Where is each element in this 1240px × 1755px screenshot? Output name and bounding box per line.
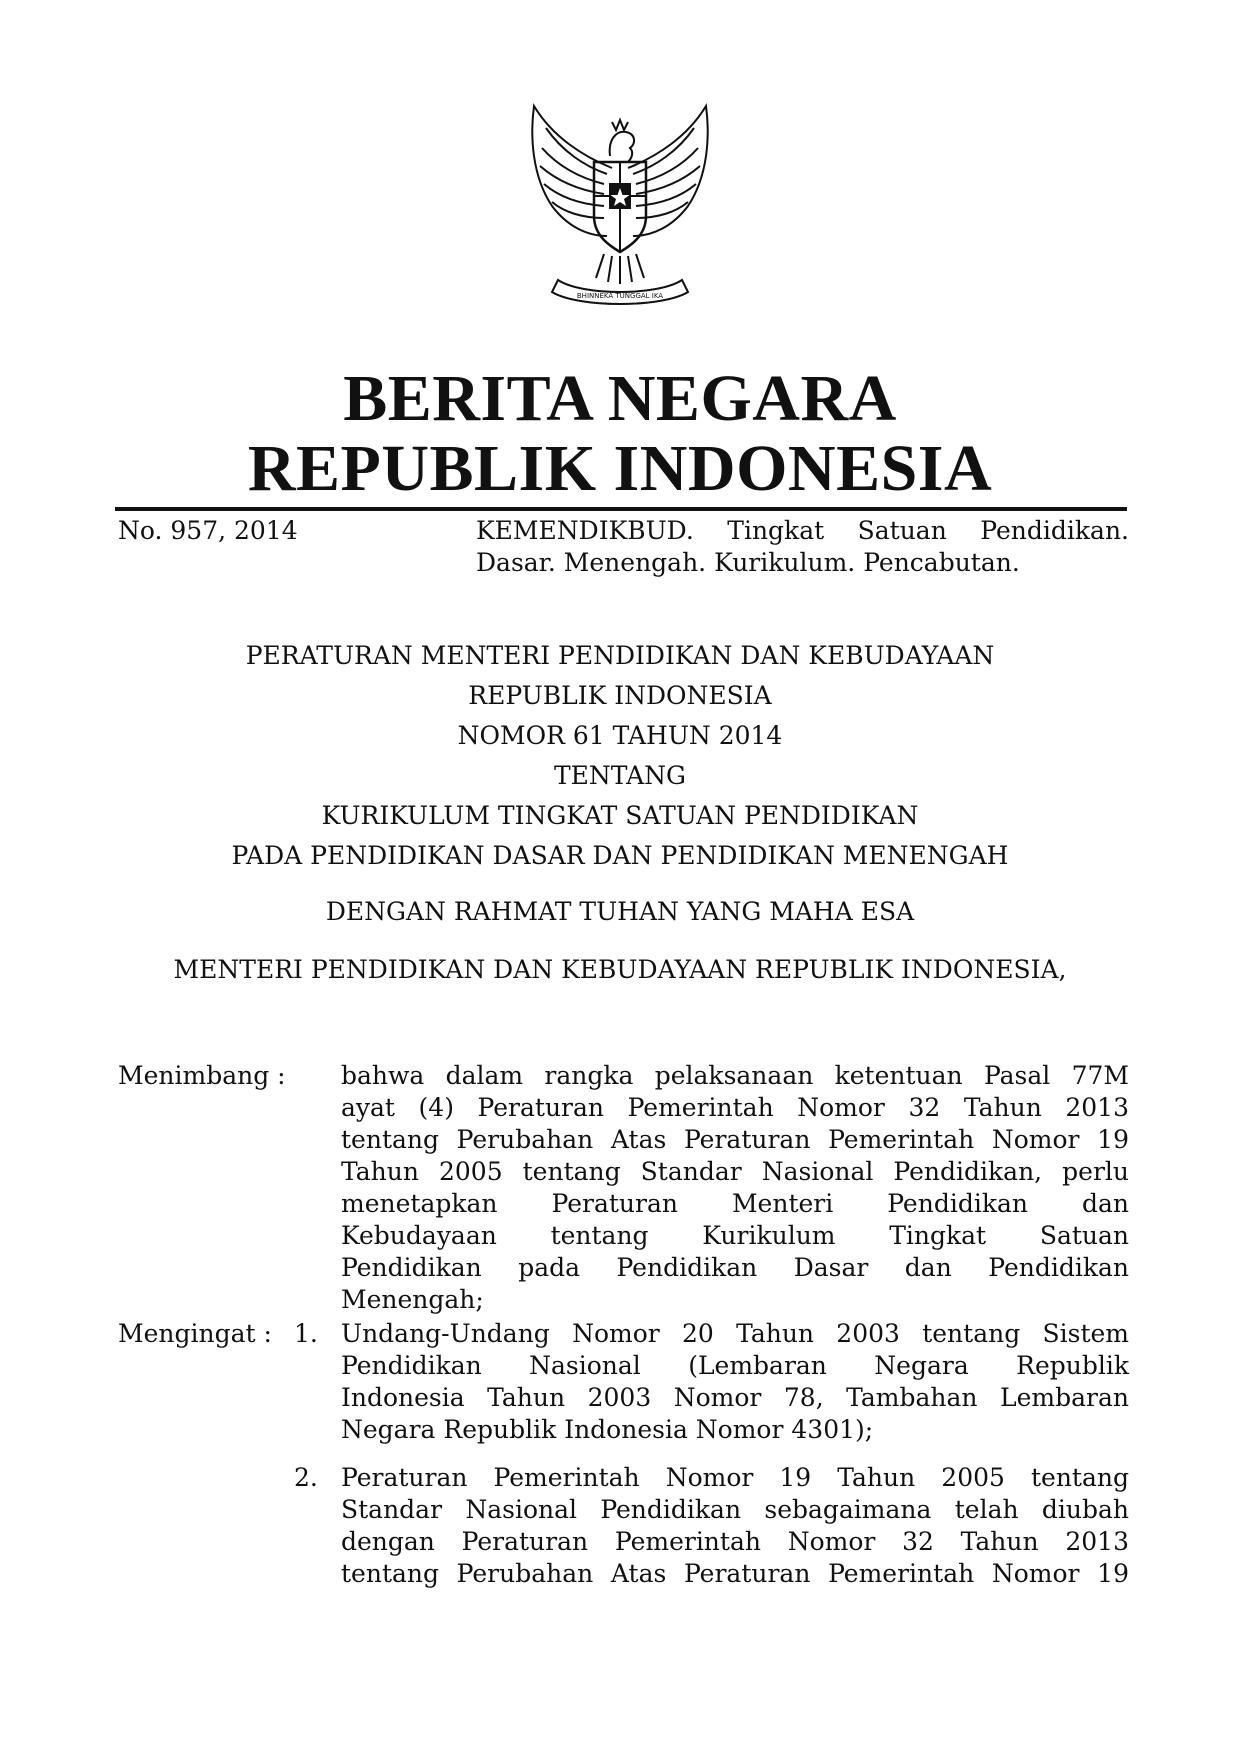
regulation-heading	[0, 636, 1240, 876]
gazette-description-line: Dasar. Menengah. Kurikulum. Pencabutan.	[476, 548, 1020, 577]
heading-line: KURIKULUM TINGKAT SATUAN PENDIDIKAN	[321, 801, 919, 830]
paragraph-line: Tahun 2005 tentang Standar Nasional Pendidikan, perlu	[341, 1157, 1129, 1186]
heading-line: NOMOR 61 TAHUN 2014	[457, 721, 783, 750]
paragraph-line: Negara Republik Indonesia Nomor 4301);	[341, 1415, 874, 1444]
emblem-motto: BHINNEKA TUNGGAL IKA	[576, 292, 664, 300]
paragraph-line: dengan Peraturan Pemerintah Nomor 32 Tahun 2013	[341, 1527, 1129, 1556]
gazette-number: No. 957, 2014	[118, 516, 298, 545]
paragraph-line: Pendidikan pada Pendidikan Dasar dan Pendidikan	[341, 1253, 1129, 1282]
mengingat-item-2	[341, 1462, 1129, 1590]
garuda-emblem-icon	[512, 96, 728, 312]
paragraph-line: tentang Perubahan Atas Peraturan Pemerintah Nomor 19	[341, 1559, 1129, 1588]
paragraph-line: bahwa dalam rangka pelaksanaan ketentuan Pasal 77M	[341, 1061, 1129, 1090]
masthead-subtitle: REPUBLIK INDONESIA	[247, 432, 993, 505]
heading-line: REPUBLIK INDONESIA	[468, 681, 772, 710]
paragraph-line: Menengah;	[341, 1285, 484, 1314]
invocation: DENGAN RAHMAT TUHAN YANG MAHA ESA	[325, 897, 915, 926]
masthead-divider	[115, 507, 1127, 511]
paragraph-line: Pendidikan Nasional (Lembaran Negara Republik	[341, 1351, 1129, 1380]
paragraph-line: tentang Perubahan Atas Peraturan Pemerintah Nomor 19	[341, 1125, 1129, 1154]
paragraph-line: menetapkan Peraturan Menteri Pendidikan dan	[341, 1189, 1129, 1218]
mengingat-label: Mengingat :	[118, 1319, 272, 1348]
heading-line: TENTANG	[553, 761, 686, 790]
gazette-description-line: KEMENDIKBUD. Tingkat Satuan Pendidikan.	[476, 516, 1129, 545]
item-number: 1.	[294, 1319, 318, 1348]
masthead-title: BERITA NEGARA	[343, 362, 897, 435]
menimbang-label: Menimbang :	[118, 1061, 286, 1090]
gazette-description	[476, 515, 1129, 579]
paragraph-line: Undang-Undang Nomor 20 Tahun 2003 tentang Sistem	[341, 1319, 1129, 1348]
paragraph-line: Kebudayaan tentang Kurikulum Tingkat Satuan	[341, 1221, 1129, 1250]
paragraph-line: Peraturan Pemerintah Nomor 19 Tahun 2005 tentang	[341, 1463, 1129, 1492]
item-number: 2.	[294, 1463, 318, 1492]
minister-title: MENTERI PENDIDIKAN DAN KEBUDAYAAN REPUBLIK INDONESIA,	[173, 955, 1067, 984]
mengingat-item-1	[341, 1318, 1129, 1446]
paragraph-line: ayat (4) Peraturan Pemerintah Nomor 32 Tahun 2013	[341, 1093, 1129, 1122]
paragraph-line: Indonesia Tahun 2003 Nomor 78, Tambahan Lembaran	[341, 1383, 1129, 1412]
heading-line: PERATURAN MENTERI PENDIDIKAN DAN KEBUDAYAAN	[245, 641, 995, 670]
menimbang-paragraph	[341, 1060, 1129, 1316]
paragraph-line: Standar Nasional Pendidikan sebagaimana telah diubah	[341, 1495, 1129, 1524]
heading-line: PADA PENDIDIKAN DASAR DAN PENDIDIKAN MENENGAH	[231, 841, 1009, 870]
